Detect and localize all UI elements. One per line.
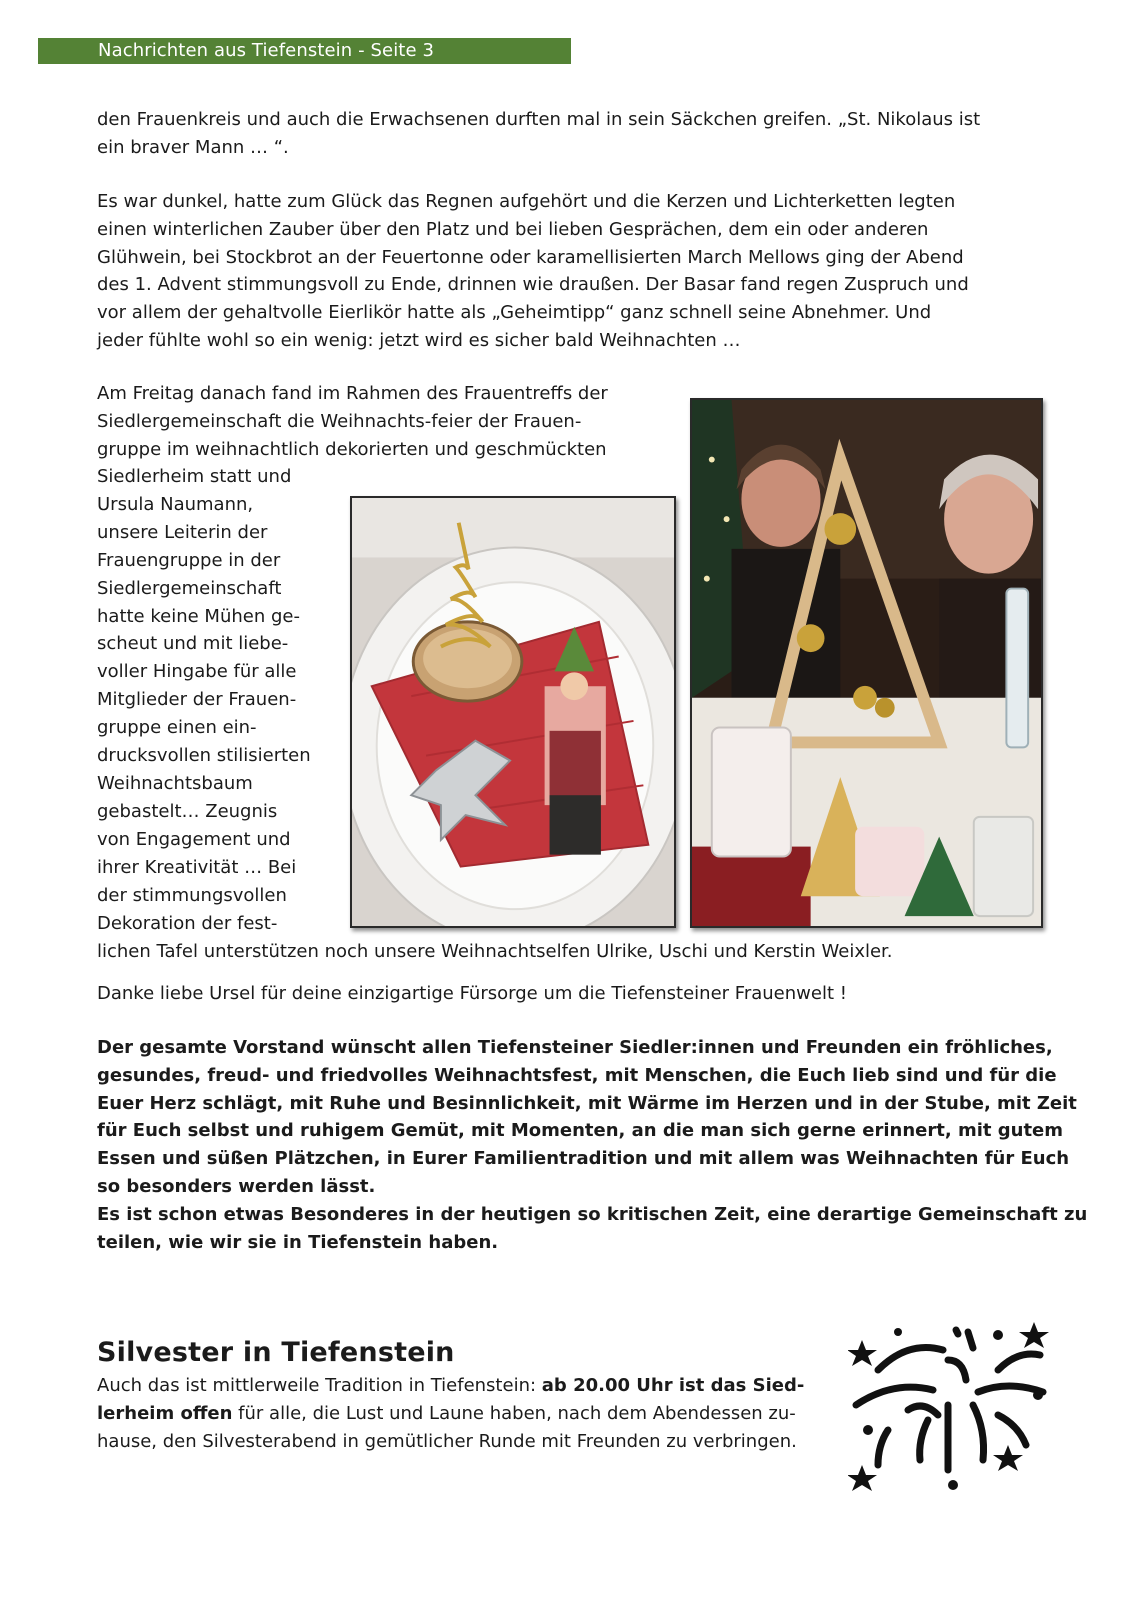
text-line: Ursula Naumann, xyxy=(97,493,254,515)
text-line: Siedlergemeinschaft die Weihnachts-feier der Frauen- xyxy=(97,410,582,432)
text-line: Es ist schon etwas Besonderes in der heutigen so kritischen Zeit, eine derartige Gemeinschaft zu xyxy=(97,1203,1088,1225)
paragraph-weihnachtsfeier-intro xyxy=(97,380,608,464)
text-line: vor allem der gehaltvolle Eierlikör hatte als „Geheimtipp“ ganz schnell seine Abnehmer. Und xyxy=(97,302,932,324)
text-line: Siedlerheim statt und xyxy=(97,466,292,487)
paragraph-advent xyxy=(97,188,1032,355)
women-triangle-tree-photo xyxy=(690,398,1043,928)
paragraph-danke xyxy=(97,980,1032,1008)
text-line: hause, den Silvesterabend in gemütlicher Runde mit Freunden zu verbringen. xyxy=(97,1430,797,1452)
text-line: so besonders werden lässt. xyxy=(97,1175,376,1197)
paragraph-nikolaus xyxy=(97,106,1032,162)
fireworks-icon xyxy=(848,1320,1058,1495)
paragraph-weihnachtsfeier-column xyxy=(97,463,337,937)
text-line: lichen Tafel unterstützen noch unsere Weihnachtselfen Ulrike, Uschi und Kerstin Weixler. xyxy=(97,941,893,962)
text-line: drucksvollen stilisierten xyxy=(97,745,311,767)
page-header: Nachrichten aus Tiefenstein - Seite 3 xyxy=(38,38,571,64)
text-line: jeder fühlte wohl so ein wenig: jetzt wird es sicher bald Weihnachten … xyxy=(97,329,741,351)
section-heading-silvester: Silvester in Tiefenstein xyxy=(97,1337,455,1368)
text-span: Auch das ist mittlerweile Tradition in Tiefenstein: xyxy=(97,1375,542,1396)
highlight-open: lerheim offen xyxy=(97,1402,233,1424)
text-line: von Engagement und xyxy=(97,828,291,850)
text-line: gebastelt… Zeugnis xyxy=(97,800,278,822)
text-line: ein braver Mann … “. xyxy=(97,136,289,158)
text-line: Es war dunkel, hatte zum Glück das Regnen aufgehört und die Kerzen und Lichterketten legten xyxy=(97,191,956,212)
text-line: gesundes, freud- und friedvolles Weihnachtsfest, mit Menschen, die Euch lieb sind und für die xyxy=(97,1064,1057,1086)
text-line: Siedlergemeinschaft xyxy=(97,577,282,599)
text-line: Danke liebe Ursel für deine einzigartige Fürsorge um die Tiefensteiner Frauenwelt ! xyxy=(97,983,847,1004)
text-line: für Euch selbst und ruhigem Gemüt, mit Momenten, an die man sich gerne erinnert, mit gutem xyxy=(97,1120,1064,1142)
text-line: Weihnachtsbaum xyxy=(97,772,253,794)
text-line: gruppe im weihnachtlich dekorierten und geschmückten xyxy=(97,438,607,460)
text-line: teilen, wie wir sie in Tiefenstein haben. xyxy=(97,1231,499,1253)
highlight-time: ab 20.00 Uhr ist das Sied- xyxy=(541,1375,805,1396)
text-line: der stimmungsvollen xyxy=(97,884,287,906)
text-line: Glühwein, bei Stockbrot an der Feuertonne oder karamellisierten March Mellows ging der Abend xyxy=(97,246,964,268)
text-line xyxy=(97,1372,832,1400)
text-line: des 1. Advent stimmungsvoll zu Ende, drinnen wie draußen. Der Basar fand regen Zuspruch und xyxy=(97,274,969,296)
text-line: Frauengruppe in der xyxy=(97,549,281,571)
text-line: Euer Herz schlägt, mit Ruhe und Besinnlichkeit, mit Wärme im Herzen und in der Stube, mit Zeit xyxy=(97,1092,1077,1114)
text-line: unsere Leiterin der xyxy=(97,521,268,543)
text-line: Am Freitag danach fand im Rahmen des Frauentreffs der xyxy=(97,383,608,404)
text-line: den Frauenkreis und auch die Erwachsenen durften mal in sein Säckchen greifen. „St. Nikolaus ist xyxy=(97,109,981,130)
text-line: ihrer Kreativität … Bei xyxy=(97,856,297,878)
text-line: voller Hingabe für alle xyxy=(97,661,297,683)
text-line xyxy=(97,1400,832,1428)
text-line: Essen und süßen Plätzchen, in Eurer Familientradition und mit allem was Weihnachten für Euch xyxy=(97,1148,1070,1170)
text-line: einen winterlichen Zauber über den Platz und bei lieben Gesprächen, dem ein oder anderen xyxy=(97,218,929,240)
paragraph-silvester xyxy=(97,1372,832,1455)
text-line: Der gesamte Vorstand wünscht allen Tiefensteiner Siedler:innen und Freunden ein fröhliches, xyxy=(97,1037,1053,1058)
paragraph-weihnachtsfeier-end xyxy=(97,938,893,966)
plate-napkin-nutcracker-photo xyxy=(350,496,676,928)
text-line: hatte keine Mühen ge- xyxy=(97,605,300,627)
text-line: gruppe einen ein- xyxy=(97,717,257,739)
text-line: Mitglieder der Frauen- xyxy=(97,689,297,711)
text-line: Dekoration der fest- xyxy=(97,912,278,934)
text-span: für alle, die Lust und Laune haben, nach dem Abendessen zu- xyxy=(232,1402,796,1424)
paragraph-weihnachtsgruss xyxy=(97,1034,1088,1256)
text-line: scheut und mit liebe- xyxy=(97,633,289,655)
